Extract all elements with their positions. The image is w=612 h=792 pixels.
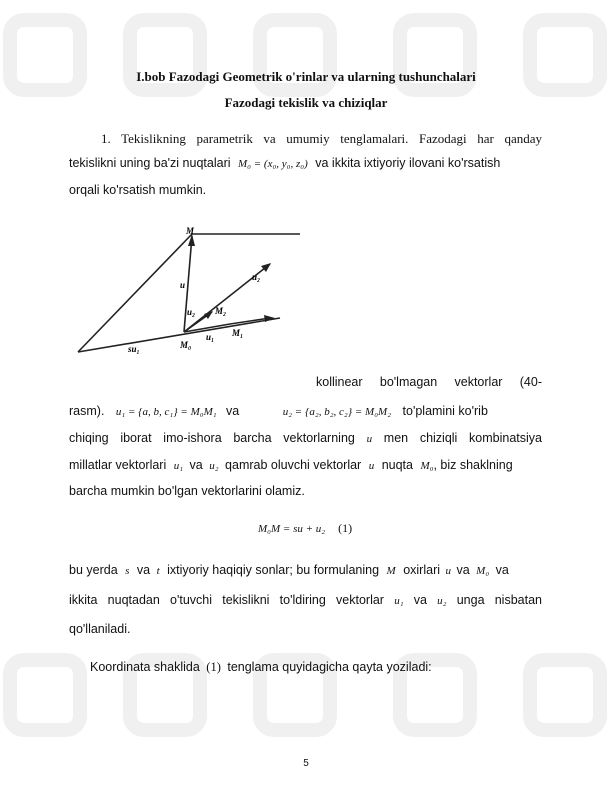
label-M: M (186, 226, 195, 236)
para1-line2: tekislikni uning ba'zi nuqtalari M₀ = (x₀, y₀, z₀) va ikkita ixtiyoriy ilovani ko'rsatish (69, 156, 501, 170)
para1-line1: 1. Tekislikning parametrik va umumiy tenglamalari. Fazodagi har qanday (101, 131, 542, 146)
formula-u2: u₂ = {a₂, b₂, c₂} = M₀M₂ (282, 406, 392, 418)
label-u2-top: u₂ (252, 272, 261, 282)
figure-plane-vectors (70, 222, 310, 362)
section-title: Fazodagi tekislik va chiziqlar (224, 95, 388, 110)
chapter-title: I.bob Fazodagi Geometrik o'rinlar va ularning tushunchalari (136, 69, 476, 84)
formula-m0: M₀ = (x₀, y₀, z₀) (238, 158, 308, 170)
equation-1: M₀M = su + u₂ (1) (258, 521, 353, 535)
para2-line5: barcha mumkin bo'lgan vektorlarini olamiz. (69, 484, 305, 498)
para2-line1: kollinear bo'lmagan vektorlar (40- (316, 375, 542, 389)
label-u2-low: u₂ (187, 307, 196, 317)
para3-line2: ikkita nuqtadan o'tuvchi tekislikni to'ldiring vektorlar u₁ va u₂ unga nisbatan (69, 593, 542, 607)
para4-line1: Koordinata shaklida (1) tenglama quyidagicha qayta yoziladi: (90, 660, 432, 674)
label-u1: u₁ (206, 332, 215, 342)
label-su1: su₁ (128, 344, 140, 354)
para2-line4: millatlar vektorlari u₁ va u₂ qamrab oluvchi vektorlar u nuqta M₀, biz shaklning (69, 458, 513, 472)
label-u: u (180, 280, 186, 290)
para3-line1: bu yerda s va t ixtiyoriy haqiqiy sonlar; bu formulaning M oxirlari u va M₀ va (69, 563, 509, 577)
para2-line2: rasm). u₁ = {a, b, c₁} = M₀M₁ va u₂ = {a₂, b₂, c₂} = M₀M₂ to'plamini ko'rib (69, 404, 488, 418)
line-su1 (78, 318, 280, 352)
label-M2: M₂ (215, 306, 227, 316)
para3-line3: qo'llaniladi. (69, 622, 131, 636)
para2-line3: chiqing iborat imo-ishora barcha vektorlarning u men chiziqli kombinatsiya (69, 431, 542, 445)
label-M0: M₀ (180, 340, 192, 350)
para1-line3: orqali ko'rsatish mumkin. (69, 183, 207, 197)
plane-edge-left (78, 234, 192, 352)
label-M1: M₁ (232, 328, 244, 338)
vector-u (184, 236, 192, 332)
page-number: 5 (303, 758, 309, 769)
formula-u1: u₁ = {a, b, c₁} = M₀M₁ (115, 406, 217, 418)
